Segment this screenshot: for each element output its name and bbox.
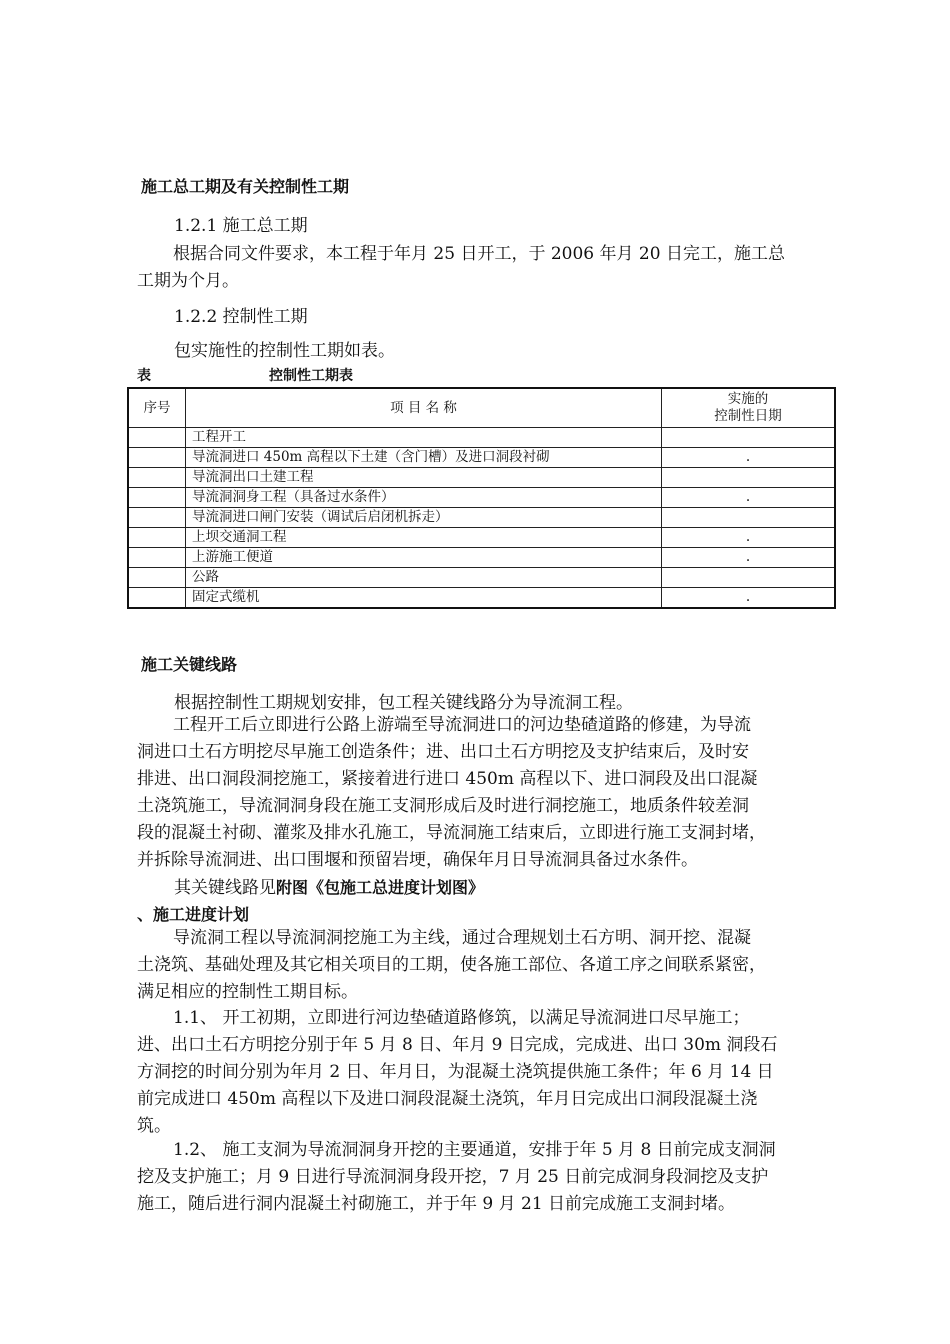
- cell-seq: [128, 428, 186, 448]
- table-row: [128, 488, 835, 508]
- cell-date: [662, 468, 836, 488]
- text-line: 前完成进口 450m 高程以下及进口洞段混凝土浇筑，年月日完成出口洞段混凝土浇: [137, 1089, 758, 1109]
- text-line: 导流洞工程以导流洞洞挖施工为主线，通过合理规划土石方明、洞开挖、混凝: [173, 928, 751, 948]
- cell-seq: [128, 588, 186, 609]
- text-line: 方洞挖的时间分别为年月 2 日、年月日，为混凝土浇筑提供施工条件；年 6 月 14 日: [137, 1062, 774, 1082]
- header-date-line2: 控制性日期: [714, 408, 782, 424]
- cell-item-name: 上坝交通洞工程: [186, 528, 662, 548]
- ref-prefix: 其关键线路见: [174, 878, 276, 898]
- cell-item-name: 导流洞进口 450m 高程以下土建（含门槽）及进口洞段衬砌: [186, 448, 662, 468]
- text-line: 施工，随后进行洞内混凝土衬砌施工，并于年 9 月 21 日前完成施工支洞封堵。: [137, 1194, 736, 1214]
- subheading-control-period: 1.2.2 控制性工期: [174, 307, 308, 327]
- cell-date: [662, 508, 836, 528]
- table-caption-title: 控制性工期表: [269, 368, 353, 384]
- control-schedule-table: [127, 387, 836, 609]
- table-row: [128, 468, 835, 488]
- paragraph-control-period: 包实施性的控制性工期如表。: [174, 341, 395, 361]
- text-line: 挖及支护施工；月 9 日进行导流洞洞身段开挖，7 月 25 日前完成洞身段洞挖及支护: [137, 1167, 769, 1187]
- ref-attachment: 附图《包施工总进度计划图》: [276, 878, 485, 897]
- cell-item-name: 导流洞出口土建工程: [186, 468, 662, 488]
- cell-item-name: 公路: [186, 568, 662, 588]
- cell-seq: [128, 568, 186, 588]
- paragraph-progress-plan: [137, 925, 837, 1006]
- header-seq: 序号: [128, 388, 186, 428]
- section-heading-progress-plan: 、施工进度计划: [137, 905, 250, 924]
- cell-seq: [128, 448, 186, 468]
- text-line: 并拆除导流洞进、出口围堰和预留岩埂，确保年月日导流洞具备过水条件。: [137, 850, 698, 870]
- table-row: [128, 428, 835, 448]
- table-row: [128, 448, 835, 468]
- cell-seq: [128, 468, 186, 488]
- cell-date: .: [662, 548, 836, 568]
- header-item-name: 项 目 名 称: [186, 388, 662, 428]
- cell-date: .: [662, 488, 836, 508]
- paragraph-plan-item-1-2: [137, 1137, 837, 1218]
- cell-seq: [128, 508, 186, 528]
- text-line: 排进、出口洞段洞挖施工，紧接着进行进口 450m 高程以下、进口洞段及出口混凝: [137, 769, 758, 789]
- subheading-total-period: 1.2.1 施工总工期: [174, 216, 308, 236]
- cell-date: .: [662, 528, 836, 548]
- section-heading-critical-path: 施工关键线路: [141, 655, 238, 674]
- text-line: 工程开工后立即进行公路上游端至导流洞进口的河边垫碴道路的修建，为导流: [173, 715, 751, 735]
- cell-item-name: 导流洞洞身工程（具备过水条件）: [186, 488, 662, 508]
- cell-seq: [128, 528, 186, 548]
- header-control-date: [662, 388, 836, 428]
- cell-date: [662, 568, 836, 588]
- text-line: 土浇筑、基础处理及其它相关项目的工期，使各施工部位、各道工序之间联系紧密，: [137, 955, 766, 975]
- text-line: 段的混凝土衬砌、灌浆及排水孔施工，导流洞施工结束后，立即进行施工支洞封堵，: [137, 823, 766, 843]
- cell-seq: [128, 548, 186, 568]
- cell-item-name: 固定式缆机: [186, 588, 662, 609]
- header-date-line1: 实施的: [727, 391, 769, 407]
- text-line: 根据合同文件要求，本工程于年月 25 日开工，于 2006 年月 20 日完工，施工总: [173, 244, 785, 264]
- text-line: 进、出口土石方明挖分别于年 5 月 8 日、年月 9 日完成，完成进、出口 30m 洞段石: [137, 1035, 778, 1055]
- cell-item-name: 导流洞进口闸门安装（调试后启闭机拆走）: [186, 508, 662, 528]
- cell-date: [662, 428, 836, 448]
- cell-date: .: [662, 448, 836, 468]
- text-line: 洞进口土石方明挖尽早施工创造条件；进、出口土石方明挖及支护结束后，及时安: [137, 742, 749, 762]
- cell-seq: [128, 488, 186, 508]
- cell-date: .: [662, 588, 836, 609]
- text-line: 满足相应的控制性工期目标。: [137, 982, 358, 1002]
- text-line: 1.2、 施工支洞为导流洞洞身开挖的主要通道，安排于年 5 月 8 日前完成支洞洞: [173, 1140, 776, 1160]
- table-row: [128, 588, 835, 609]
- text-line: 1.1、 开工初期，立即进行河边垫碴道路修筑，以满足导流洞进口尽早施工；: [173, 1008, 750, 1028]
- table-row: [128, 548, 835, 568]
- text-line: 筑。: [137, 1116, 171, 1136]
- section-heading-schedule: 施工总工期及有关控制性工期: [141, 177, 350, 196]
- cell-item-name: 工程开工: [186, 428, 662, 448]
- table-row: [128, 528, 835, 548]
- table-row: [128, 508, 835, 528]
- paragraph-plan-item-1-1: [137, 1005, 837, 1140]
- paragraph-critical-path-detail: [137, 712, 837, 874]
- table-row: [128, 568, 835, 588]
- paragraph-critical-path-ref: [174, 873, 484, 898]
- paragraph-total-period: [137, 241, 837, 295]
- table-header-row: [128, 388, 835, 428]
- table-caption-label: 表: [137, 368, 151, 384]
- text-line: 工期为个月。: [137, 271, 239, 291]
- paragraph-critical-path-intro: 根据控制性工期规划安排，包工程关键线路分为导流洞工程。: [174, 693, 633, 713]
- cell-item-name: 上游施工便道: [186, 548, 662, 568]
- text-line: 土浇筑施工，导流洞洞身段在施工支洞形成后及时进行洞挖施工，地质条件较差洞: [137, 796, 749, 816]
